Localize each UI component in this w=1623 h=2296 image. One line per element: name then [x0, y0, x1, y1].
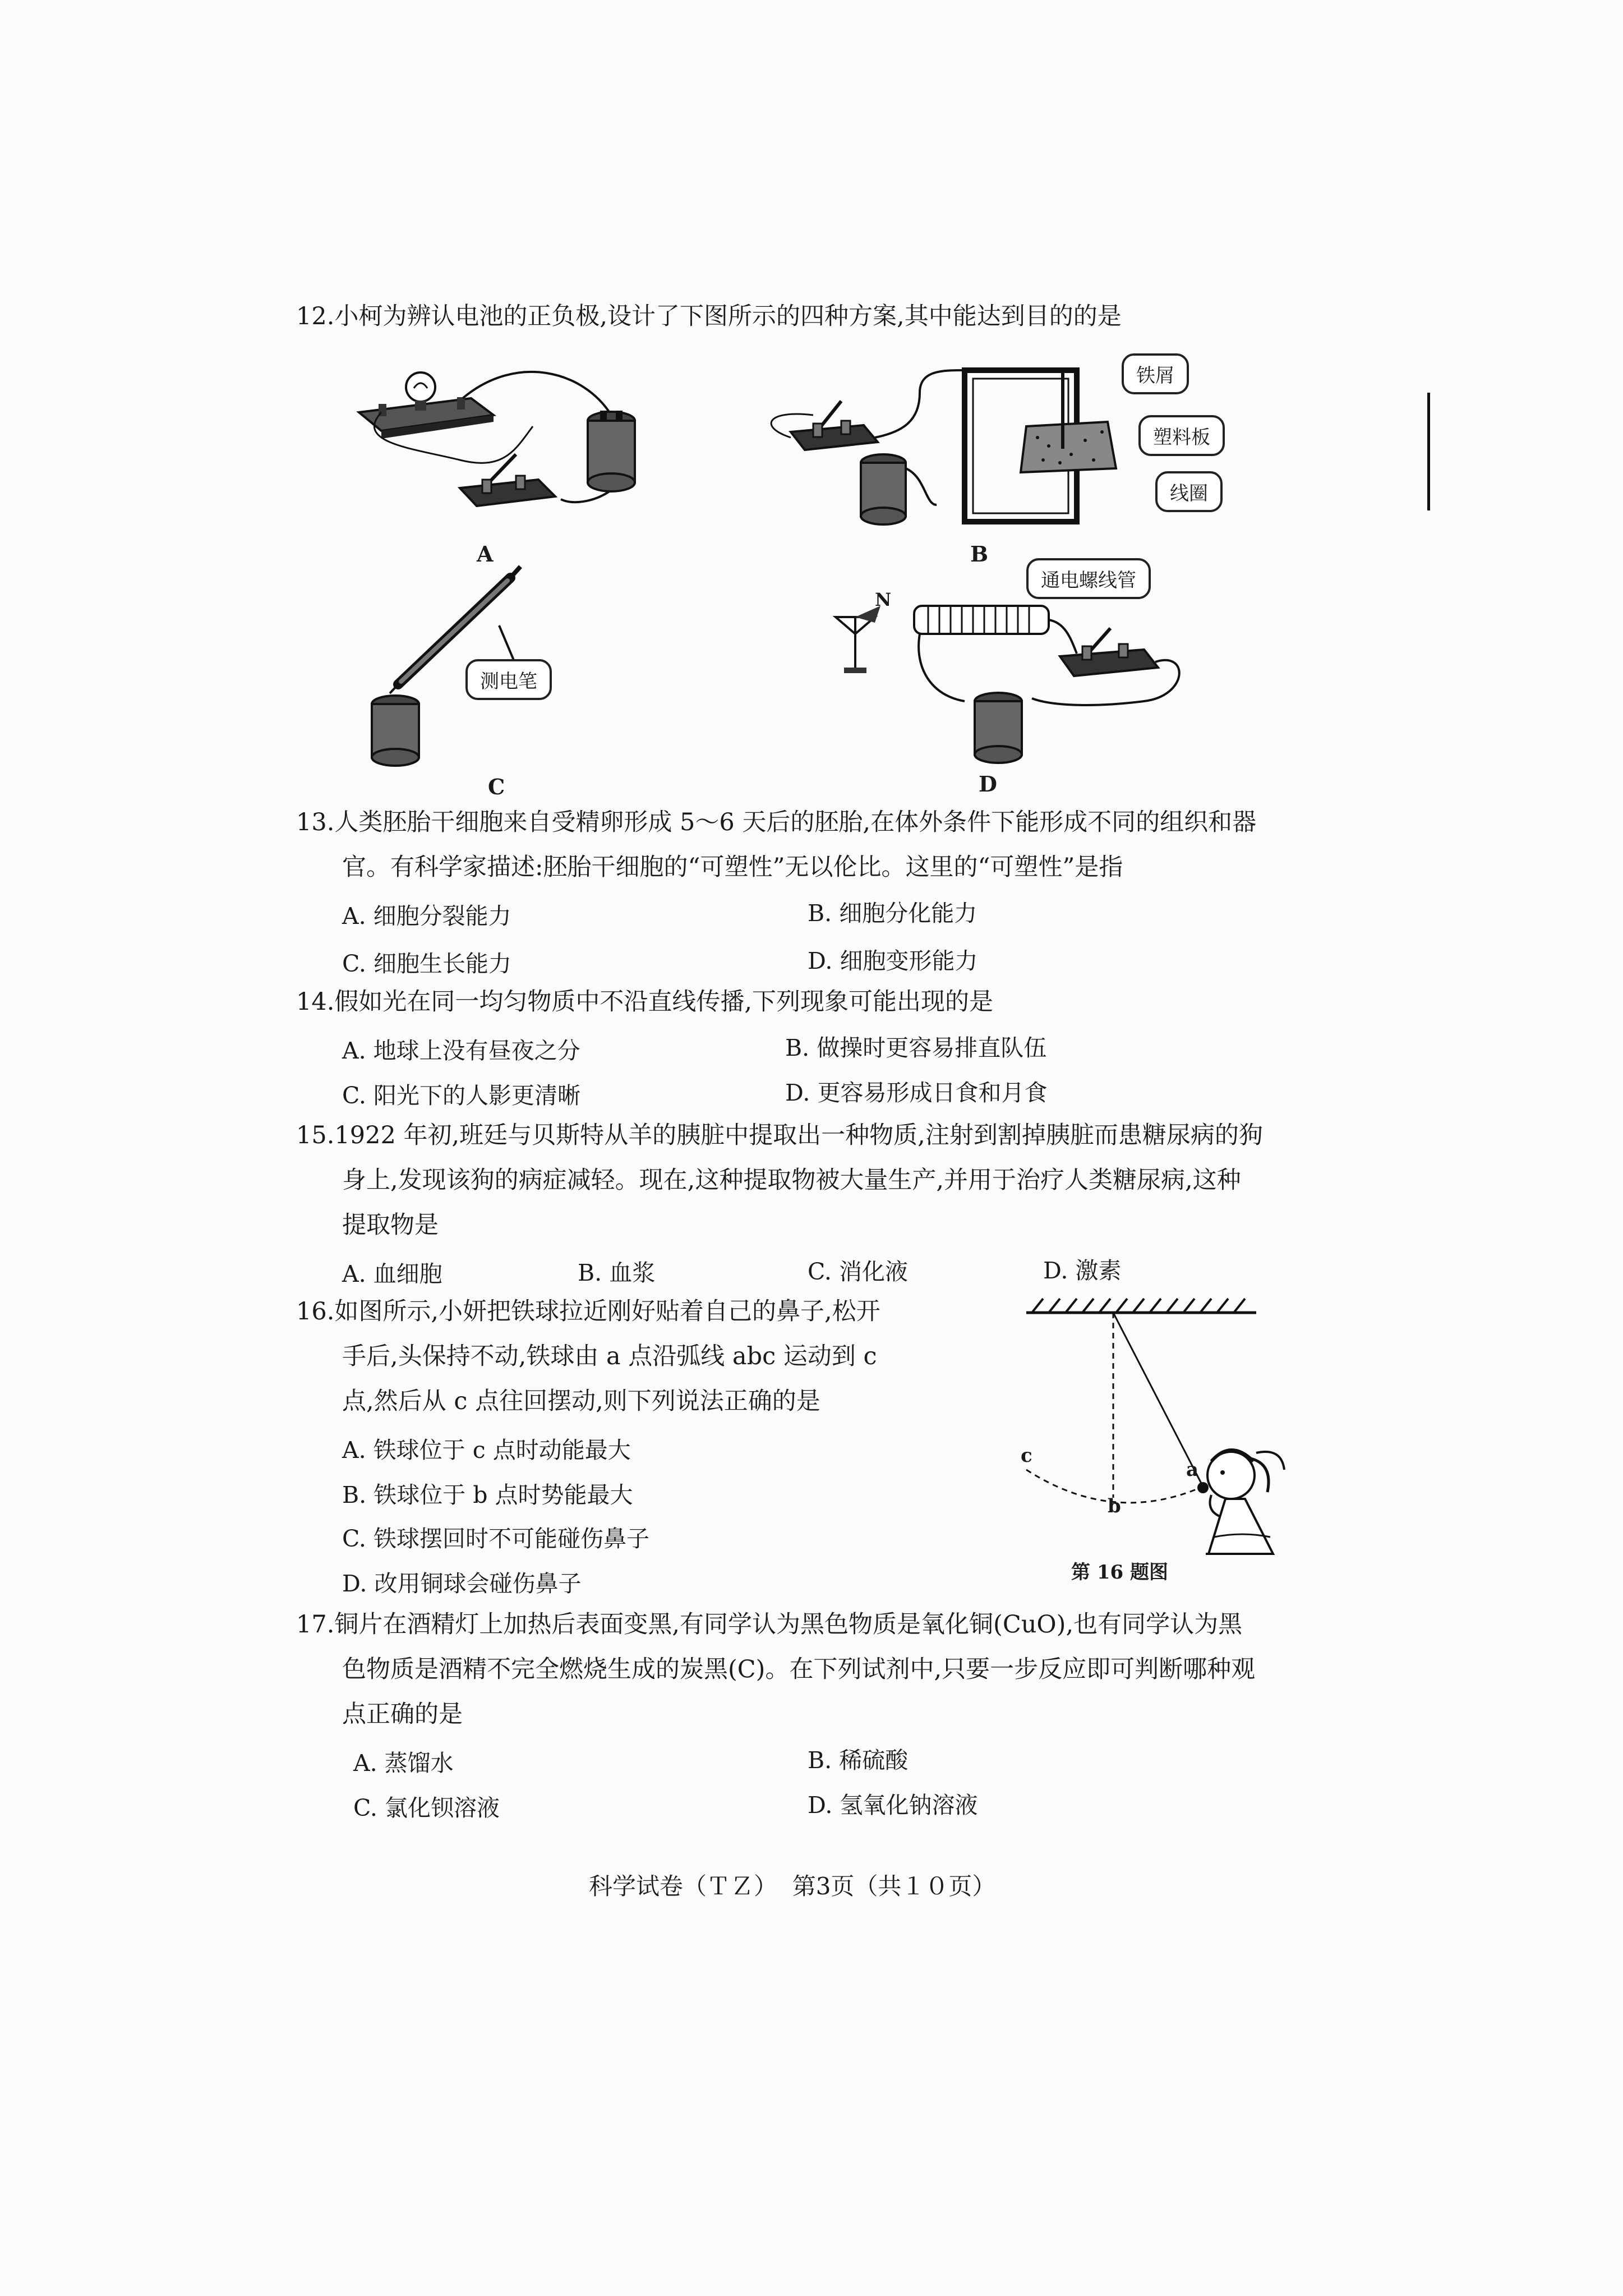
q13-option-d[interactable]: D. 细胞变形能力 [808, 947, 978, 974]
q16-stem-line2: 手后,头保持不动,铁球由 a 点沿弧线 abc 运动到 c [342, 1342, 877, 1370]
q15-stem-line1: 15.1922 年初,班廷与贝斯特从羊的胰脏中提取出一种物质,注射到割掉胰脏而患糖尿病的狗 [296, 1121, 1263, 1149]
q12-figure-a [348, 359, 662, 544]
q16-option-c[interactable]: C. 铁球摆回时不可能碰伤鼻子 [342, 1525, 649, 1552]
q13-option-b[interactable]: B. 细胞分化能力 [808, 900, 978, 927]
q15-stem-line2: 身上,发现该狗的病症减轻。现在,这种提取物被大量生产,并用于治疗人类糖尿病,这种 [342, 1166, 1241, 1194]
q12-callout-tester: 测电笔 [465, 659, 552, 700]
q16-point-c: c [1021, 1444, 1032, 1467]
q12-callout-coil: 线圈 [1155, 471, 1223, 512]
q16-stem-line1: 16.如图所示,小妍把铁球拉近刚好贴着自己的鼻子,松开 [296, 1297, 880, 1326]
q12-label-b: B [970, 541, 989, 567]
q17-stem-line3: 点正确的是 [342, 1700, 463, 1728]
page-footer: 科学试卷（ＴＺ） 第3页（共１０页） [589, 1872, 996, 1900]
q14-option-d[interactable]: D. 更容易形成日食和月食 [785, 1079, 1048, 1106]
q13-option-c[interactable]: C. 细胞生长能力 [342, 950, 511, 977]
q16-stem-line3: 点,然后从 c 点往回摆动,则下列说法正确的是 [342, 1387, 820, 1415]
q17-stem-line1: 17.铜片在酒精灯上加热后表面变黑,有同学认为黑色物质是氧化铜(CuO),也有同学认为黑 [296, 1611, 1243, 1639]
q16-option-d[interactable]: D. 改用铜球会碰伤鼻子 [342, 1570, 582, 1597]
q12-stem: 12.小柯为辨认电池的正负极,设计了下图所示的四种方案,其中能达到目的的是 [296, 302, 1122, 330]
q13-stem-line1: 13.人类胚胎干细胞来自受精卵形成 5～6 天后的胚胎,在体外条件下能形成不同的组织和器 [296, 808, 1257, 836]
q17-option-a[interactable]: A. 蒸馏水 [353, 1750, 454, 1777]
q12-north-label: N [875, 589, 892, 610]
q16-option-b[interactable]: B. 铁球位于 b 点时势能最大 [342, 1481, 633, 1508]
q12-callout-filings: 铁屑 [1122, 353, 1189, 394]
q16-option-a[interactable]: A. 铁球位于 c 点时动能最大 [342, 1437, 631, 1464]
q12-label-d: D [979, 771, 997, 797]
q16-point-b: b [1108, 1495, 1121, 1517]
q13-option-a[interactable]: A. 细胞分裂能力 [342, 903, 511, 930]
q15-stem-line3: 提取物是 [342, 1211, 439, 1239]
q12-figure-d [819, 583, 1200, 763]
scan-edge-mark [1427, 393, 1430, 510]
q17-option-b[interactable]: B. 稀硫酸 [808, 1747, 909, 1774]
q14-option-a[interactable]: A. 地球上没有昼夜之分 [342, 1037, 580, 1064]
q12-callout-solenoid: 通电螺线管 [1026, 558, 1151, 599]
q14-stem: 14.假如光在同一均匀物质中不沿直线传播,下列现象可能出现的是 [296, 988, 994, 1016]
q17-stem-line2: 色物质是酒精不完全燃烧生成的炭黑(C)。在下列试剂中,只要一步反应即可判断哪种观 [342, 1655, 1256, 1683]
q17-option-d[interactable]: D. 氢氧化钠溶液 [808, 1792, 978, 1819]
q17-option-c[interactable]: C. 氯化钡溶液 [353, 1795, 500, 1821]
q15-option-b[interactable]: B. 血浆 [578, 1259, 656, 1286]
q16-point-a: a [1186, 1458, 1199, 1481]
q15-option-a[interactable]: A. 血细胞 [342, 1260, 442, 1287]
q14-option-c[interactable]: C. 阳光下的人影更清晰 [342, 1082, 580, 1109]
q14-option-b[interactable]: B. 做操时更容易排直队伍 [785, 1034, 1047, 1061]
q16-figure [1009, 1290, 1301, 1571]
q12-label-a: A [477, 541, 494, 567]
q12-callout-plastic: 塑料板 [1138, 415, 1225, 456]
q13-stem-line2: 官。有科学家描述:胚胎干细胞的“可塑性”无以伦比。这里的“可塑性”是指 [342, 853, 1123, 881]
q12-figure-b [757, 348, 1105, 533]
q12-label-c: C [488, 774, 505, 799]
q15-option-c[interactable]: C. 消化液 [808, 1258, 908, 1285]
q16-figure-caption: 第 16 题图 [1071, 1561, 1168, 1584]
q15-option-d[interactable]: D. 激素 [1043, 1257, 1122, 1284]
